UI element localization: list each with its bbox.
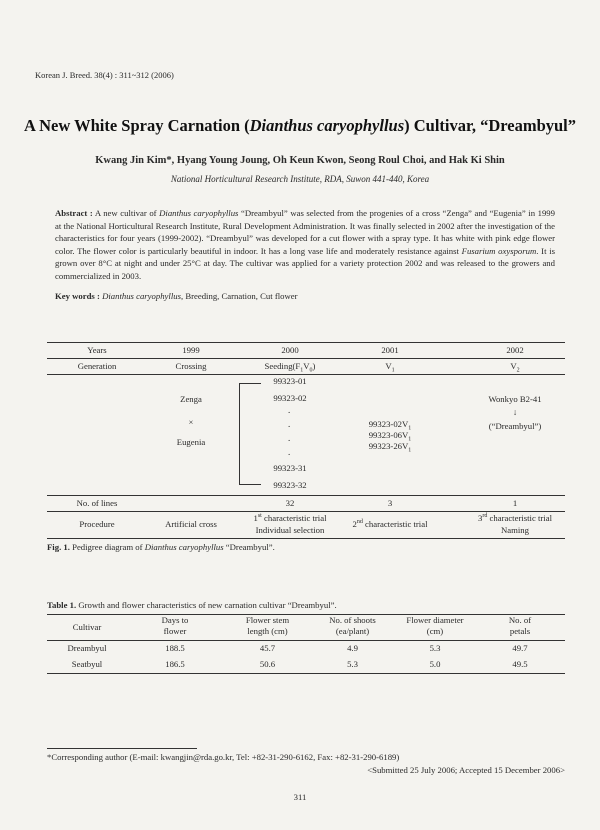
table-header-days-2: flower (163, 626, 187, 636)
abstract-text-2: “Dreambyul” was selected from the progenies of a cross “Zenga” and “Eugenia” in 1999 at the National Horticultural Research Institute, Rural Development Administration. It was finally selected in 2002 after the investigation of the characteristics for four years (1999-2002). “Dreambyul” was developed for a cut flower with a spray type. It has white with pink edge flower color. The flower color is particularly beautiful in indoor. It has a long vase life and moderately resistance against (55, 208, 555, 256)
arrow-down-icon: ↓ (512, 407, 518, 417)
procedure-2001 (345, 519, 435, 529)
lines-2000: 32 (285, 498, 295, 508)
table-cell: Seatbyul (71, 659, 103, 669)
gen2000-sub2: 0 (309, 367, 313, 374)
table-header-stem: Flower stem (245, 615, 290, 625)
title-species: Dianthus caryophyllus (249, 116, 405, 135)
table-header-cultivar: Cultivar (72, 622, 102, 632)
abstract (55, 207, 555, 282)
submission-dates: <Submitted 25 July 2006; Accepted 15 December 2006> (367, 765, 565, 775)
selection-2001-3-sub: 1 (408, 447, 412, 454)
page-number: 311 (293, 792, 307, 802)
proc2002-rest: characteristic trial (487, 513, 552, 523)
table-cell: 49.5 (512, 659, 528, 669)
abstract-text-1: A new cultivar of (92, 208, 160, 218)
author-list: Kwang Jin Kim*, Hyang Young Joung, Oh Keun Kwon, Seong Roul Choi, and Hak Ki Shin (95, 155, 505, 166)
rule-bottom (47, 538, 565, 539)
selection-2001-3 (345, 441, 435, 454)
paper-title (20, 116, 580, 136)
journal-citation: Korean J. Breed. 38(4) : 311~312 (2006) (35, 70, 174, 80)
selection-2001-3-main: 99323-26V (368, 441, 409, 451)
figure-caption-post: “Dreambyul”. (223, 542, 275, 552)
corresponding-author-footnote: *Corresponding author (E-mail: kwangjin@rda.go.kr, Tel: +82-31-290-6162, Fax: +82-31-290-6189) (47, 752, 400, 762)
cross-symbol: × (188, 417, 194, 427)
proc2001-rest: characteristic trial (362, 519, 428, 529)
generation-2002 (465, 361, 565, 374)
lines-label: No. of lines (76, 498, 118, 508)
abstract-species: Dianthus caryophyllus (159, 208, 239, 218)
table-cell: 45.7 (259, 643, 276, 653)
table-header-shoots-2: (ea/plant) (335, 626, 370, 636)
keywords-label: Key words : (55, 291, 100, 301)
proc2001-num: 2 (352, 519, 357, 529)
years-label: Years (87, 345, 107, 355)
footnote-rule (47, 748, 197, 749)
table-cell: 49.7 (512, 643, 528, 653)
table-cell: Dreambyul (67, 643, 107, 653)
table-header-stem-2: length (cm) (247, 626, 288, 636)
proc2000-sup: st (257, 513, 262, 520)
table-caption-label: Table 1. (47, 600, 77, 610)
rule-generation (47, 374, 565, 375)
rule-procedure (47, 511, 565, 512)
seedling-top-2: 99323-02 (273, 393, 307, 403)
table-header-petals-2: petals (509, 626, 531, 636)
seedling-top-1: 99323-01 (273, 376, 307, 386)
parent-eugenia: Eugenia (176, 437, 206, 447)
selection-2001-1-sub: 1 (408, 425, 412, 432)
gen2001-sub: 1 (391, 367, 395, 374)
year-2001: 2001 (381, 345, 399, 355)
procedure-label: Procedure (79, 519, 115, 529)
seedling-bottom-1: 99323-31 (273, 463, 307, 473)
gen2002-main: V (510, 361, 517, 371)
abstract-pathogen: Fusarium oxysporum (461, 245, 537, 256)
keywords-rest: , Breeding, Carnation, Cut flower (180, 291, 298, 301)
table-cell: 5.0 (429, 659, 441, 669)
rule-years (47, 358, 565, 359)
figure-caption-label: Fig. 1. (47, 542, 70, 552)
selection-2001-2-main: 99323-06V (368, 430, 409, 440)
cultivar-name: (“Dreambyul”) (488, 421, 542, 431)
parent-zenga: Zenga (180, 394, 202, 404)
seedling-bottom-2: 99323-32 (273, 480, 307, 490)
procedure-2002 (465, 513, 565, 523)
gen2000-close: ) (312, 361, 316, 371)
table-header-days: Days to (161, 615, 189, 625)
lines-2001: 3 (387, 498, 393, 508)
abstract-text-3: . It is grown over 8°C at night and under 25°C at day. The cultivar was applied for a variety protection 2002 and was released to the growers and commercialized in 2003. (55, 245, 555, 281)
table-cell: 186.5 (165, 659, 185, 669)
table-header-diameter: Flower diameter (406, 615, 464, 625)
gen2002-sub: 2 (516, 367, 520, 374)
figure-caption-pre: Pedigree diagram of (69, 542, 145, 552)
rule-lines (47, 495, 565, 496)
generation-2001 (345, 361, 435, 374)
selection-2001-2-sub: 1 (408, 436, 412, 443)
figure-caption (47, 542, 275, 552)
ellipsis-dot: . (288, 405, 291, 415)
title-suffix: ) Cultivar, “Dreambyul” (404, 116, 577, 135)
year-2002: 2002 (506, 345, 524, 355)
gen2000-mid: V (303, 361, 310, 371)
table-header-diameter-2: (cm) (426, 626, 444, 636)
table-cell: 5.3 (347, 659, 358, 669)
gen2000-sub1: 1 (300, 367, 304, 374)
table-cell: 5.3 (429, 643, 441, 653)
proc2002-sup: rd (482, 513, 488, 520)
procedure-1999: Artificial cross (165, 519, 217, 529)
selection-2001-1-main: 99323-02V (368, 419, 409, 429)
selection-2002: Wonkyo B2-41 (488, 394, 542, 404)
keywords-species: Dianthus caryophyllus (102, 291, 181, 301)
procedure-2002-line2: Naming (501, 525, 529, 535)
proc2000-num: 1 (253, 513, 258, 523)
abstract-label: Abstract : (55, 208, 93, 218)
table-rule-header (47, 640, 565, 641)
affiliation: National Horticultural Research Institute, RDA, Suwon 441-440, Korea (170, 174, 430, 184)
bracket-vertical (239, 383, 240, 484)
figure-caption-species: Dianthus caryophyllus (144, 542, 224, 552)
table-caption-text: Growth and flower characteristics of new carnation cultivar “Dreambyul”. (76, 600, 337, 610)
table-caption (47, 600, 337, 610)
proc2000-rest: characteristic trial (261, 513, 327, 523)
table-rule-bottom (47, 673, 565, 674)
proc2002-num: 3 (478, 513, 483, 523)
table-cell: 4.9 (347, 643, 358, 653)
procedure-2000 (235, 513, 345, 523)
table-header-petals: No. of (508, 615, 532, 625)
proc2001-sup: nd (356, 519, 363, 526)
title-prefix: A New White Spray Carnation ( (23, 116, 250, 135)
table-cell: 50.6 (259, 659, 276, 669)
generation-2000 (235, 361, 345, 374)
gen2001-main: V (385, 361, 392, 371)
year-1999: 1999 (182, 345, 200, 355)
ellipsis-dot: . (288, 447, 291, 457)
procedure-2000-line2: Individual selection (255, 525, 325, 535)
keywords (55, 291, 555, 301)
generation-1999: Crossing (175, 361, 207, 371)
ellipsis-dot: . (288, 419, 291, 429)
year-2000: 2000 (281, 345, 299, 355)
ellipsis-dot: . (288, 433, 291, 443)
gen2000-text: Seeding(F (264, 361, 301, 371)
table-header-shoots: No. of shoots (329, 615, 376, 625)
lines-2002: 1 (512, 498, 518, 508)
rule-top (47, 342, 565, 343)
generation-label: Generation (77, 361, 117, 371)
table-cell: 188.5 (165, 643, 185, 653)
